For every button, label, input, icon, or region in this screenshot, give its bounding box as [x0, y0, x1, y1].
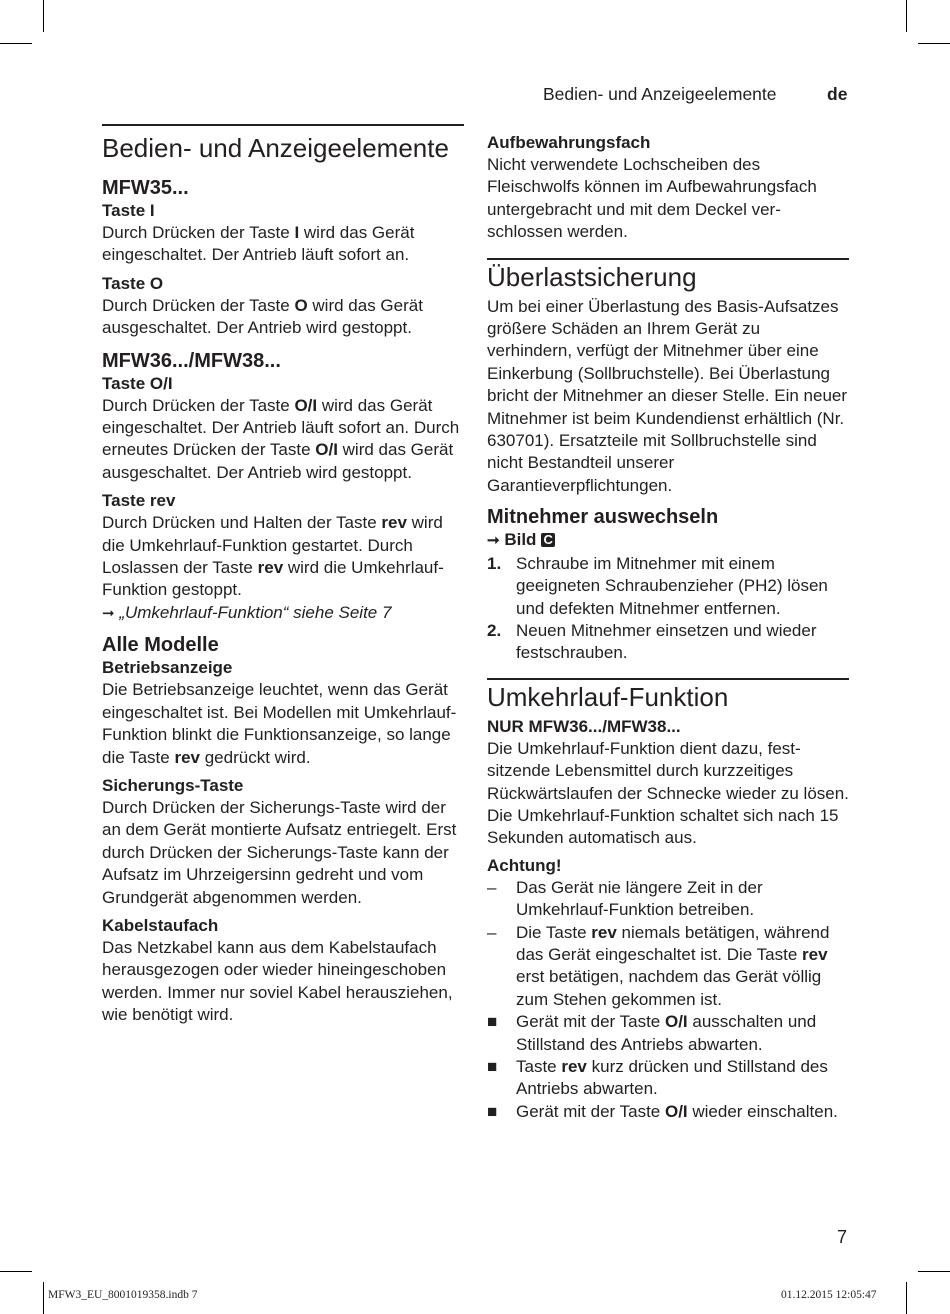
label-taste-rev: Taste rev: [102, 491, 176, 511]
label-sicherungs-taste: Sicherungs-Taste: [102, 775, 244, 795]
cross-reference[interactable]: ➞ „Umkehrlauf-Funktion“ siehe Seite 7: [102, 602, 464, 625]
label-taste-o: Taste O: [102, 273, 164, 293]
right-column: [487, 132, 849, 1123]
list-item: – Die Taste rev niemals betätigen, während das Gerät eingeschaltet ist. Die Taste rev erst betätigen, nachdem das Gerät völlig zum Stehen gekommen ist.: [487, 922, 830, 1009]
square-bullet-icon: ■: [487, 1057, 498, 1076]
heading-alle-modelle: Alle Modelle: [102, 634, 219, 657]
text-umkehrlauf: Die Umkehrlauf-Funktion dient dazu, festsitzende Lebensmittel durch kurzzeitiges Rückwärtslaufen der Schnecke wieder zu lösen. Die Umkehrlauf-Funktion schaltet sich nach 15 Sekunden automatisch aus.: [487, 738, 849, 848]
label-kabelstaufach: Kabelstaufach: [102, 915, 219, 935]
dash-marker: –: [487, 922, 497, 942]
list-item: 2. Neuen Mitnehmer einsetzen und wieder festschrauben.: [487, 620, 817, 663]
text-sicherungs-taste: Durch Drücken der Sicherungs-Taste wird der an dem Gerät montierte Aufsatz entriegelt. Erst durch Drücken der Sicherungs-Taste kann der Aufsatz im Uhrzeigersinn gedreht und vom Grundgerät abgenommen werden.: [102, 797, 457, 907]
text-taste-rev: Durch Drücken und Halten der Taste rev wird die Umkehrlauf-Funktion gestartet. Durch Loslassen der Taste rev wird die Umkehrlauf-Funktion gestoppt.: [102, 513, 444, 600]
figure-letter-badge: C: [541, 533, 555, 547]
label-taste-i: Taste I: [102, 201, 155, 220]
crop-mark: [0, 1271, 32, 1272]
crop-mark: [0, 43, 32, 44]
subheading-nur-mfw36: NUR MFW36.../MFW38...: [487, 716, 681, 736]
text-ueberlast: Um bei einer Überlastung des Basis-Aufsatzes größere Schäden an Ihrem Gerät zu verhindern, verfügt der Mitnehmer über eine Einkerbung (Sollbruchstelle). Bei Überlastung bricht der Mitnehmer an dieser Stelle. Ein neuer Mitnehmer ist beim Kundendienst erhältlich (Nr. 630701). Ersatzteile mit Sollbruchstelle sind nicht Bestandteil unserer Garantieverpflichtungen.: [487, 296, 848, 495]
crop-mark: [43, 1282, 44, 1314]
warning-list: [487, 877, 849, 1123]
heading-mitnehmer: Mitnehmer auswechseln: [487, 506, 719, 529]
crop-mark: [918, 43, 950, 44]
text-kabelstaufach: Das Netzkabel kann aus dem Kabelstaufach herausgezogen oder wieder hineingeschoben werden. Immer nur soviel Kabel herausziehen, wie benötigt wird.: [102, 937, 453, 1025]
running-header-title: Bedien- und Anzeigeelemente: [543, 84, 777, 104]
list-item: ■ Gerät mit der Taste O/I ausschalten und Stillstand des Antriebs abwarten.: [487, 1012, 817, 1054]
text-taste-oi: Durch Drücken der Taste O/I wird das Gerät eingeschaltet. Der Antrieb läuft sofort an. Durch erneutes Drücken der Taste O/I wird das Gerät ausgeschaltet. Der Antrieb wird gestoppt.: [102, 395, 460, 482]
model-heading-mfw36: MFW36.../MFW38...: [102, 349, 281, 372]
square-bullet-icon: ■: [487, 1101, 498, 1121]
square-bullet-icon: ■: [487, 1012, 498, 1032]
section-rule: [487, 678, 849, 680]
left-column: [102, 124, 464, 1027]
print-slug-datetime: 01.12.2015 12:05:47: [781, 1289, 877, 1301]
page-number: 7: [837, 1227, 848, 1247]
text-betriebsanzeige: Die Betriebsanzeige leuchtet, wenn das Gerät eingeschaltet ist. Bei Modellen mit Umkehrlauf-Funktion blinkt die Funktionsanzeige, so lange die Taste rev gedrückt wird.: [102, 680, 457, 767]
label-aufbewahrungsfach: Aufbewahrungsfach: [487, 133, 651, 152]
section-title-umkehrlauf: Umkehrlauf-Funktion: [487, 681, 729, 712]
arrow-right-icon: ➞: [102, 604, 115, 622]
model-heading-mfw35: MFW35...: [102, 177, 189, 199]
dash-marker: –: [487, 877, 497, 897]
label-betriebsanzeige: Betriebsanzeige: [102, 658, 233, 678]
crop-mark: [918, 1271, 950, 1272]
section-title: Bedien- und Anzeigeelemente: [102, 133, 449, 163]
text-aufbewahrungsfach: Nicht verwendete Lochscheiben des Fleischwolfs können im Aufbewahrungsfach untergebracht und mit dem Deckel verschlossen werden.: [487, 155, 817, 242]
language-code: de: [827, 84, 848, 104]
section-title-ueberlast: Überlastsicherung: [487, 261, 697, 292]
print-slug-file: MFW3_EU_8001019358.indb 7: [48, 1289, 198, 1301]
list-item: 1. Schraube im Mitnehmer mit einem geeigneten Schraubenzieher (PH2) lösen und defekten Mitnehmer entfernen.: [487, 553, 828, 618]
section-rule: [102, 124, 464, 126]
section-rule: [487, 258, 849, 260]
arrow-right-icon: ➞: [487, 532, 500, 550]
text-taste-o: Durch Drücken der Taste O wird das Gerät ausgeschaltet. Der Antrieb wird gestoppt.: [102, 295, 423, 338]
label-taste-oi: Taste O/I: [102, 373, 173, 393]
crop-mark: [43, 0, 44, 32]
figure-reference[interactable]: ➞ Bild C: [487, 529, 849, 552]
step-list: [487, 553, 849, 665]
list-item: – Das Gerät nie längere Zeit in der Umkehrlauf-Funktion betreiben.: [487, 877, 763, 920]
list-item: ■ Taste rev kurz drücken und Stillstand des Antriebs abwarten.: [487, 1057, 828, 1099]
crop-mark: [906, 1282, 907, 1314]
crop-mark: [906, 0, 907, 32]
list-item: ■ Gerät mit der Taste O/I wieder einschalten.: [487, 1101, 849, 1123]
label-achtung: Achtung!: [487, 855, 562, 875]
running-header: [543, 84, 848, 105]
text-taste-i: Durch Drücken der Taste I wird das Gerät eingeschaltet. Der Antrieb läuft sofort an.: [102, 223, 415, 265]
